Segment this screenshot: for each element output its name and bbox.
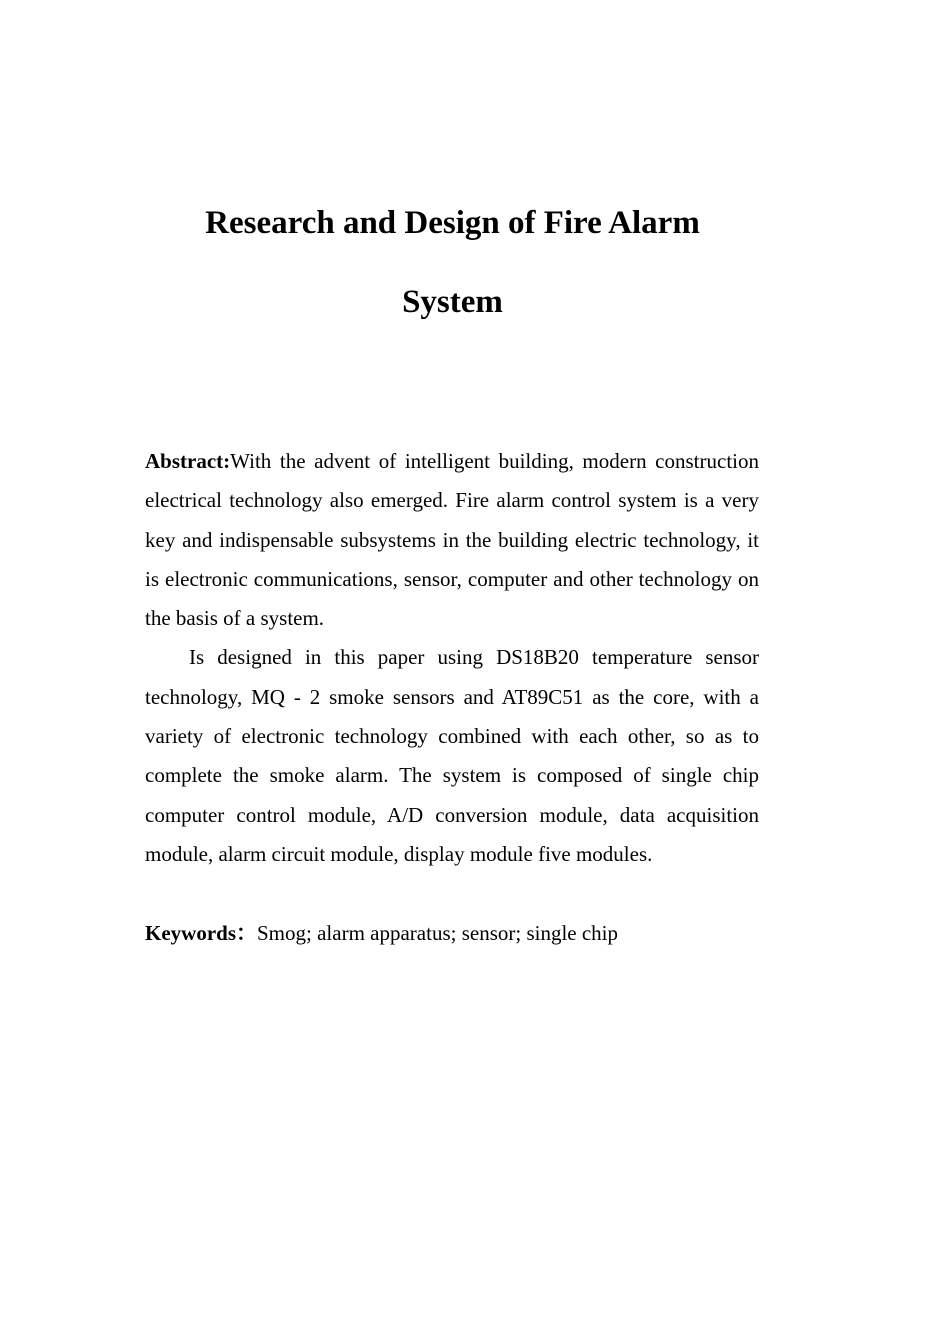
paper-title-line-2: System [402, 284, 503, 320]
abstract-label: Abstract: [145, 449, 231, 473]
keywords-section [145, 914, 759, 953]
abstract-paragraph-1 [145, 442, 759, 638]
abstract-paragraph-2: Is designed in this paper using DS18B20 temperature sensor technology, MQ - 2 smoke sensors and AT89C51 as the core, with a variety of electronic technology combined with each other, so as to complete the smoke alarm. The system is composed of single chip computer control module, A/D conversion module, data acquisition module, alarm circuit module, display module five modules. [145, 645, 759, 866]
abstract-section [145, 442, 759, 874]
abstract-paragraph-1-text: With the advent of intelligent building, modern construction electrical technology also emerged. Fire alarm control system is a very key and indispensable subsystems in the building electric technology, it is electronic communications, sensor, computer and other technology on the basis of a system. [145, 449, 759, 631]
keywords-text: Smog; alarm apparatus; sensor; single chip [257, 921, 619, 945]
paper-title-line-1: Research and Design of Fire Alarm [205, 205, 700, 241]
keywords-label: Keywords： [145, 921, 257, 945]
